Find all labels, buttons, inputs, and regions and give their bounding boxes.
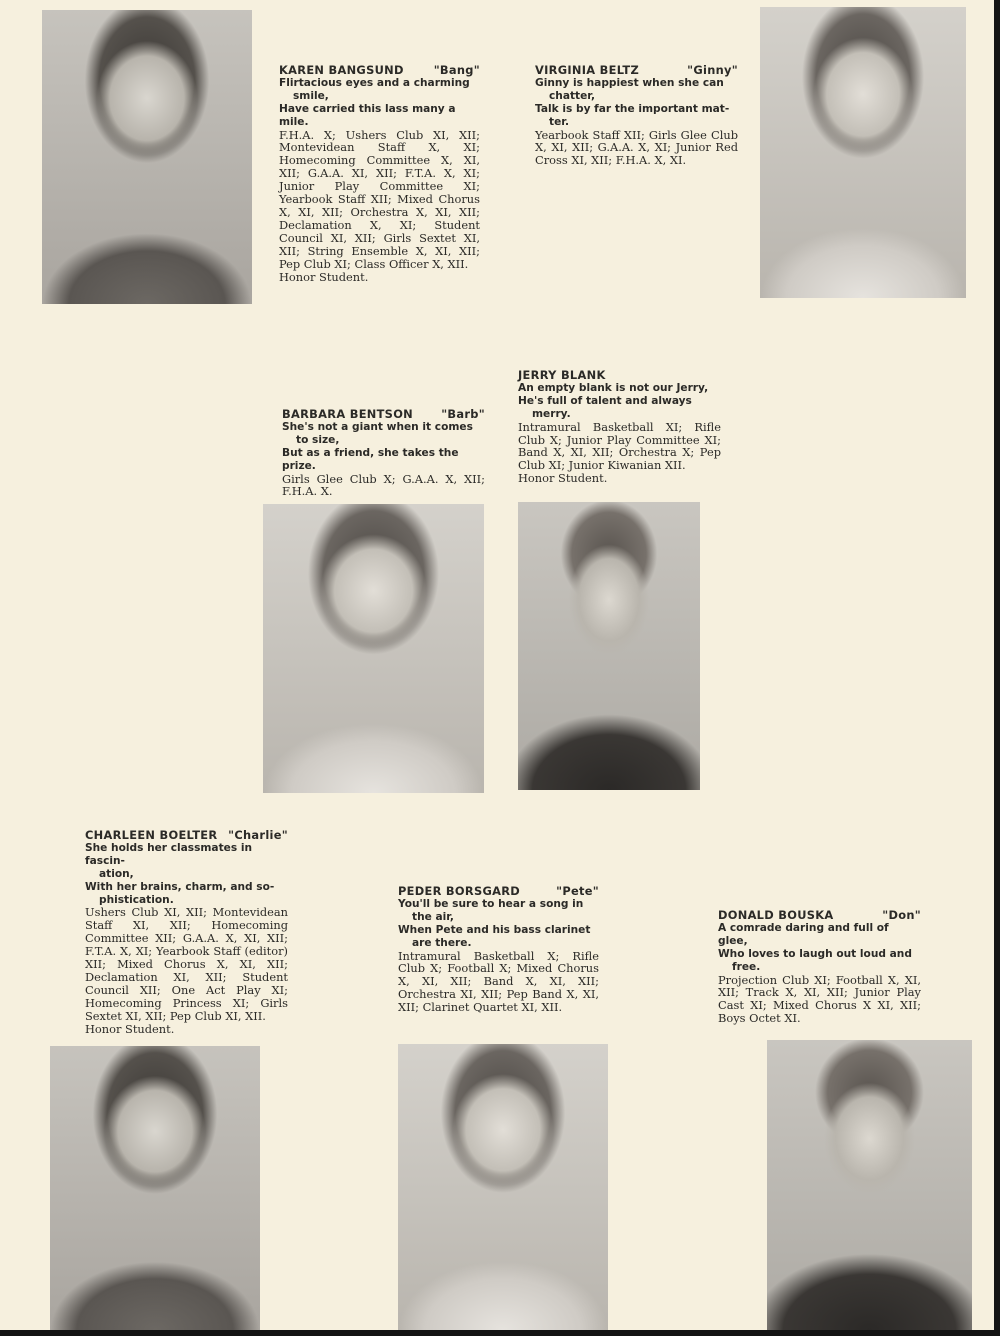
honor-student-text: Honor Student. bbox=[279, 269, 369, 284]
activities-text: F.H.A. X; Ushers Club XI, XII; Montevidean Staff X, XI; Homecoming Committee X, XI, XII; G.A.A. XI, XII; F.T.A. X, XI; Junior Play Committee XI; Yearbook Staff XII; Mixed Chorus X, XI, XII; Orchestra X, XI, XII; Declamation X, XI; Student Council XI, XII; Girls Sextet XI, XII; String Ensemble X, XI, XII; Pep Club XI; Class Officer X, XII. bbox=[279, 127, 480, 271]
activities-text: Yearbook Staff XII; Girls Glee Club X, XI, XII; G.A.A. X, XI; Junior Red Cross XI, XII; F.H.A. X, XI. bbox=[535, 127, 738, 168]
poem-line: A comrade daring and full of glee, bbox=[718, 921, 889, 947]
activities-text: Projection Club XI; Football X, XI, XII; Track X, XI, XII; Junior Play Cast XI; Mixed Chorus X XI, XII; Boys Octet XI. bbox=[718, 972, 921, 1026]
student-name: KAREN BANGSUND bbox=[279, 63, 404, 77]
photo-karen-bangsund bbox=[42, 10, 252, 304]
bio-virginia-beltz bbox=[535, 64, 738, 167]
poem-line: Talk is by far the important mat- bbox=[535, 102, 730, 115]
poem-line: the air, bbox=[412, 910, 454, 923]
student-name: VIRGINIA BELTZ bbox=[535, 63, 640, 77]
student-name: PEDER BORSGARD bbox=[398, 884, 521, 898]
honor-student-text: Honor Student. bbox=[85, 1021, 175, 1036]
bio-jerry-blank bbox=[518, 369, 721, 485]
student-nickname: "Bang" bbox=[433, 63, 480, 77]
poem-line: Flirtacious eyes and a charming bbox=[279, 76, 470, 89]
poem-line: With her brains, charm, and so- bbox=[85, 880, 275, 893]
poem-line: ation, bbox=[99, 867, 134, 880]
student-nickname: "Don" bbox=[882, 908, 921, 922]
poem-line: Who loves to laugh out loud and bbox=[718, 947, 912, 960]
student-nickname: "Ginny" bbox=[687, 63, 738, 77]
poem-line: smile, bbox=[293, 89, 329, 102]
bio-peder-borsgard bbox=[398, 885, 599, 1014]
photo-barbara-bentson bbox=[263, 504, 484, 793]
bio-karen-bangsund bbox=[279, 64, 480, 283]
photo-jerry-blank bbox=[518, 502, 700, 790]
student-nickname: "Barb" bbox=[441, 407, 485, 421]
poem-line: merry. bbox=[532, 407, 571, 420]
poem-line: You'll be sure to hear a song in bbox=[398, 897, 584, 910]
bio-charleen-boelter bbox=[85, 829, 288, 1036]
student-name: JERRY BLANK bbox=[518, 368, 606, 382]
bio-donald-bouska bbox=[718, 909, 921, 1025]
poem-line: But as a friend, she takes the prize. bbox=[282, 446, 459, 472]
poem-line: chatter, bbox=[549, 89, 595, 102]
activities-text: Girls Glee Club X; G.A.A. X, XII; F.H.A. X. bbox=[282, 471, 485, 499]
poem-line: to size, bbox=[296, 433, 340, 446]
poem-line: Ginny is happiest when she can bbox=[535, 76, 724, 89]
poem-line: free. bbox=[732, 960, 761, 973]
student-nickname: "Pete" bbox=[556, 884, 599, 898]
poem-line: ter. bbox=[549, 115, 569, 128]
poem-line: An empty blank is not our Jerry, bbox=[518, 381, 709, 394]
student-nickname: "Charlie" bbox=[228, 828, 288, 842]
photo-donald-bouska bbox=[767, 1040, 972, 1330]
bio-barbara-bentson bbox=[282, 408, 485, 498]
activities-text: Intramural Basketball X; Rifle Club X; Football X; Mixed Chorus X, XI, XII; Band X, XI, XII; Orchestra XI, XII; Pep Band X, XI, XII; Clarinet Quartet XI, XII. bbox=[398, 948, 599, 1015]
photo-peder-borsgard bbox=[398, 1044, 608, 1330]
poem-line: are there. bbox=[412, 936, 472, 949]
poem-line: He's full of talent and always bbox=[518, 394, 692, 407]
poem-line: She holds her classmates in fascin- bbox=[85, 841, 252, 867]
honor-student-text: Honor Student. bbox=[518, 471, 608, 486]
poem-line: She's not a giant when it comes bbox=[282, 420, 473, 433]
activities-text: Intramural Basketball XI; Rifle Club X; Junior Play Committee XI; Band X, XI, XII; Orchestra X; Pep Club XI; Junior Kiwanian XII. bbox=[518, 419, 721, 473]
student-name: DONALD BOUSKA bbox=[718, 908, 834, 922]
poem-line: When Pete and his bass clarinet bbox=[398, 923, 591, 936]
photo-charleen-boelter bbox=[50, 1046, 260, 1330]
activities-text: Ushers Club XI, XII; Montevidean Staff XI, XII; Homecoming Committee XII; G.A.A. X, XI, XII; F.T.A. X, XI; Yearbook Staff (editor) XII; Mixed Chorus X, XI, XII; Declamation XI, XII; Student Council XII; One Act Play XI; Homecoming Princess XI; Girls Sextet XI, XII; Pep Club XI, XII. bbox=[85, 905, 288, 1023]
student-name: CHARLEEN BOELTER bbox=[85, 828, 218, 842]
poem-line: phistication. bbox=[99, 893, 174, 906]
student-name: BARBARA BENTSON bbox=[282, 407, 414, 421]
photo-virginia-beltz bbox=[760, 7, 966, 298]
poem-line: Have carried this lass many a mile. bbox=[279, 102, 456, 128]
